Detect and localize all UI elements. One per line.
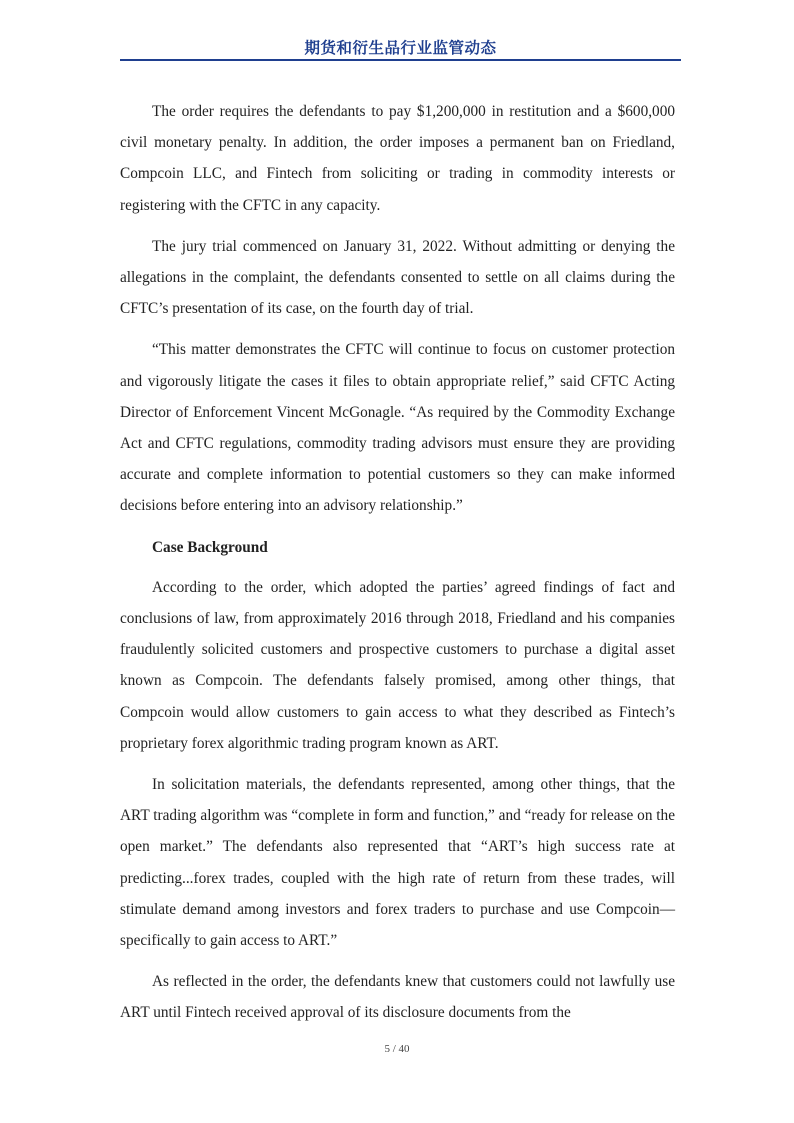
page-header-title: 期货和衍生品行业监管动态 bbox=[304, 39, 497, 57]
paragraph-solicitation: In solicitation materials, the defendants represented, among other things, that the ART trading algorithm was “complete in form and function,” and “ready for release on the open market.” The defendants also represented that “ART’s high success rate at predicting...forex trades, coupled with the high rate of return from these trades, will stimulate demand among investors and forex traders to purchase and use Compcoin—specifically to gain access to ART.” bbox=[120, 776, 675, 950]
paragraph-jury-trial: The jury trial commenced on January 31, 2022. Without admitting or denying the allegations in the complaint, the defendants consented to settle on all claims during the CFTC’s presentation of its case, on the fourth day of trial. bbox=[120, 237, 675, 318]
paragraph-customers-lawful-use: As reflected in the order, the defendants knew that customers could not lawfully use ART until Fintech received approval of its disclosure documents from the bbox=[120, 973, 675, 1022]
header-divider bbox=[120, 59, 681, 61]
paragraph-quote: “This matter demonstrates the CFTC will continue to focus on customer protection and vigorously litigate the cases it files to obtain appropriate relief,” said CFTC Acting Director of Enforcement Vincent McGonagle. “As required by the Commodity Exchange Act and CFTC regulations, commodity trading advisors must ensure they are providing accurate and complete information to potential customers so they can make informed decisions before entering into an advisory relationship.” bbox=[120, 341, 675, 515]
paragraph-order-terms: The order requires the defendants to pay $1,200,000 in restitution and a $600,000 civil monetary penalty. In addition, the order imposes a permanent ban on Friedland, Compcoin LLC, and Fintech from soliciting or trading in commodity interests or registering with the CFTC in any capacity. bbox=[120, 103, 675, 214]
document-body bbox=[120, 96, 675, 1039]
paragraph-background-order: According to the order, which adopted the parties’ agreed findings of fact and conclusions of law, from approximately 2016 through 2018, Friedland and his companies fraudulently solicited customers and prospective customers to purchase a digital asset known as Compcoin. The defendants falsely promised, among other things, that Compcoin would allow customers to gain access to what they described as Fintech’s proprietary forex algorithmic trading program known as ART. bbox=[120, 578, 675, 752]
page-number: 5 / 40 bbox=[384, 1043, 410, 1055]
section-heading: Case Background bbox=[152, 538, 268, 556]
